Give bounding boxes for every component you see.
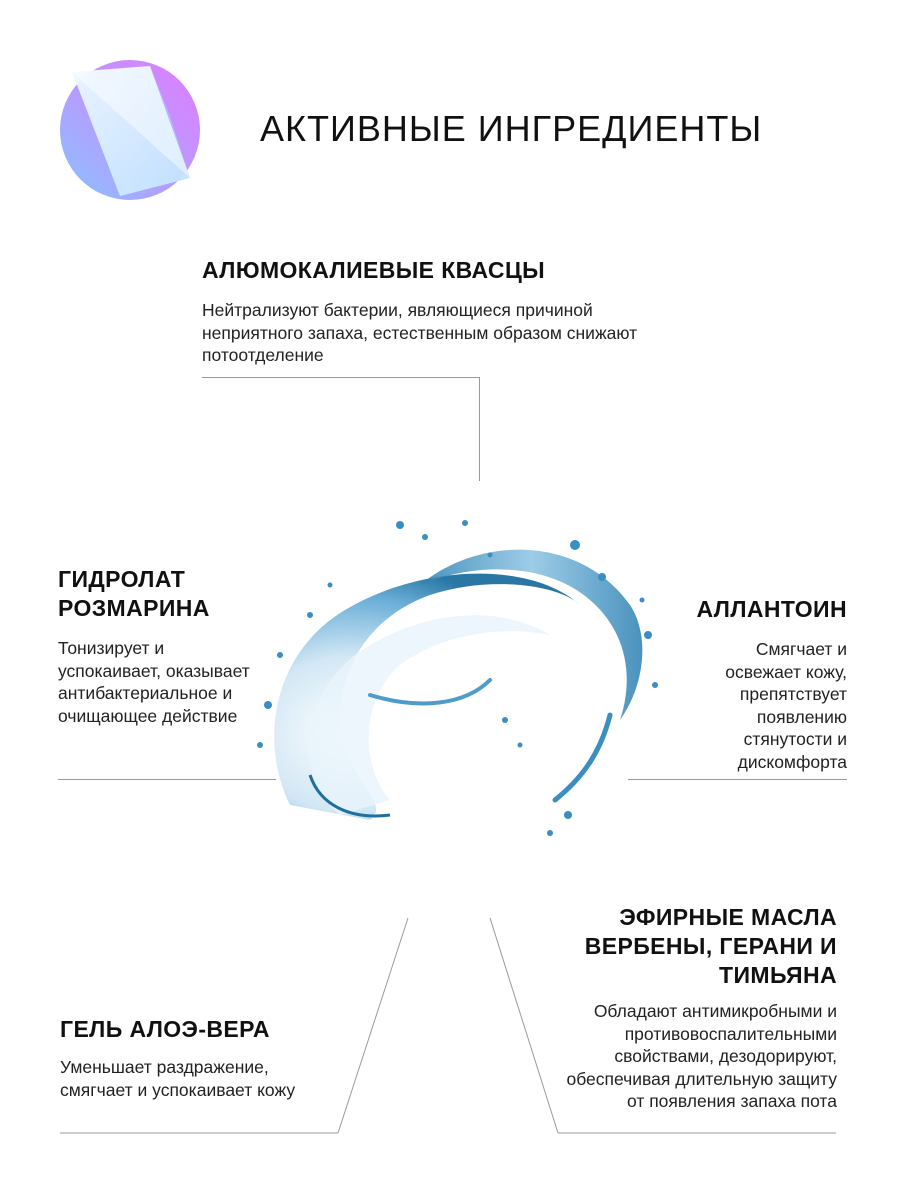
page-title: АКТИВНЫЕ ИНГРЕДИЕНТЫ — [260, 108, 763, 149]
ingredient-oils-name: ЭФИРНЫЕ МАСЛА ВЕРБЕНЫ, ГЕРАНИ И ТИМЬЯНА — [584, 904, 837, 988]
ingredient-oils — [540, 903, 837, 1113]
ingredient-alum-description: Нейтрализуют бактерии, являющиеся причиной неприятного запаха, естественным образом снижают потоотделение — [202, 300, 638, 365]
ingredient-allantoin-name: АЛЛАНТОИН — [696, 596, 847, 622]
ingredient-aloe-name: ГЕЛЬ АЛОЭ-ВЕРА — [60, 1016, 270, 1042]
ingredient-aloe-description: Уменьшает раздражение, смягчает и успокаивает кожу — [60, 1057, 296, 1100]
ingredient-allantoin-description: Смягчает и освежает кожу, препятствует появлению стянутости и дискомфорта — [725, 639, 847, 772]
ingredient-rosemary-name: ГИДРОЛАТ РОЗМАРИНА — [58, 566, 210, 621]
ingredient-alum-name: АЛЮМОКАЛИЕВЫЕ КВАСЦЫ — [202, 257, 546, 283]
ingredient-rosemary-description: Тонизирует и успокаивает, оказывает антибактериальное и очищающее действие — [58, 638, 250, 726]
ingredient-oils-description: Обладают антимикробными и противовоспалительными свойствами, дезодорируют, обеспечивая длительную защиту от появления запаха пота — [566, 1001, 837, 1111]
